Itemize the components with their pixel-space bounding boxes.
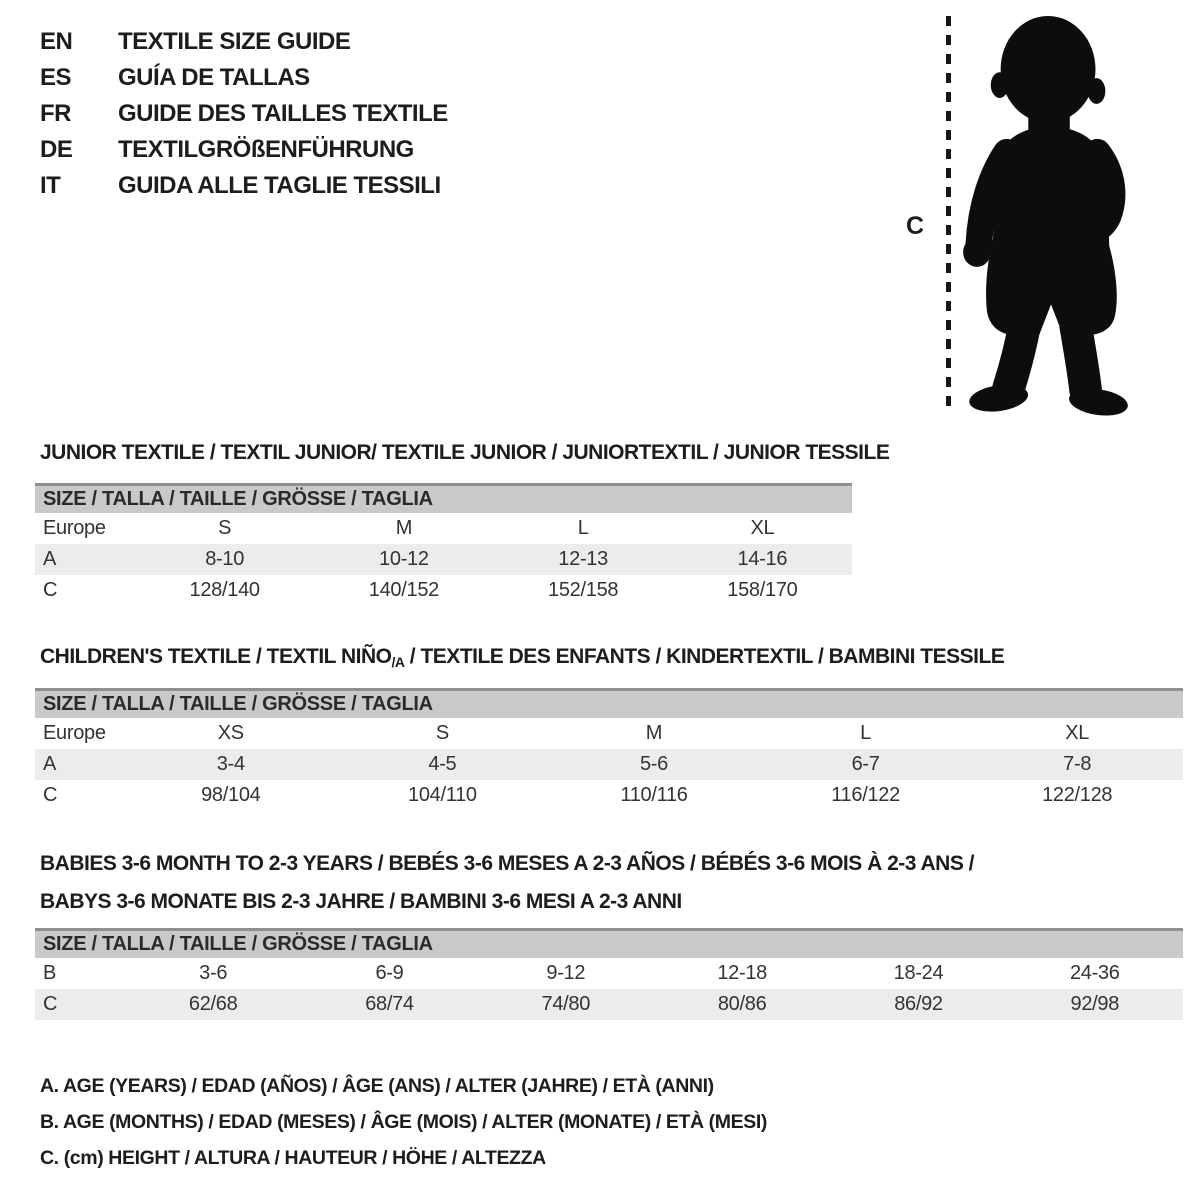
height-cell: 122/128 bbox=[1042, 784, 1113, 806]
title-line: BABIES 3-6 MONTH TO 2-3 YEARS / BEBÉS 3-6 MESES A 2-3 AÑOS / BÉBÉS 3-6 MOIS À 2-3 ANS / bbox=[40, 852, 975, 875]
junior-size-table bbox=[35, 483, 852, 606]
months-cell: 9-12 bbox=[546, 962, 586, 984]
toddler-silhouette-icon bbox=[958, 12, 1148, 417]
section-title-junior: JUNIOR TEXTILE / TEXTIL JUNIOR/ TEXTILE JUNIOR / JUNIORTEXTIL / JUNIOR TESSILE bbox=[40, 441, 890, 464]
height-cell: 152/158 bbox=[548, 579, 619, 601]
months-cell: 18-24 bbox=[893, 962, 944, 984]
age-cell: 3-4 bbox=[216, 753, 245, 775]
height-cell: 98/104 bbox=[201, 784, 261, 806]
age-cell: 4-5 bbox=[428, 753, 457, 775]
height-cell: 68/74 bbox=[365, 993, 414, 1015]
size-cell: S bbox=[218, 517, 232, 539]
size-cell: L bbox=[860, 722, 871, 744]
table-row-height bbox=[35, 575, 852, 606]
row-label: C bbox=[43, 579, 58, 601]
height-cell: 86/92 bbox=[894, 993, 943, 1015]
table-row-europe bbox=[35, 513, 852, 544]
height-cell: 80/86 bbox=[717, 993, 767, 1015]
guide-title: TEXTILE SIZE GUIDE bbox=[118, 28, 351, 55]
height-cell: 158/170 bbox=[727, 579, 798, 601]
row-label: Europe bbox=[43, 722, 106, 744]
age-cell: 7-8 bbox=[1063, 753, 1092, 775]
language-row-en bbox=[40, 24, 448, 60]
table-row-europe bbox=[35, 718, 1183, 749]
row-label: A bbox=[43, 753, 57, 775]
guide-title: GUIDE DES TAILLES TEXTILE bbox=[118, 100, 448, 127]
table-row-age bbox=[35, 544, 852, 575]
language-code: IT bbox=[40, 172, 61, 199]
size-cell: S bbox=[435, 722, 449, 744]
age-cell: 12-13 bbox=[558, 548, 608, 570]
height-label-c: C bbox=[906, 212, 925, 240]
age-cell: 8-10 bbox=[205, 548, 245, 570]
language-row-it bbox=[40, 168, 448, 204]
guide-title: GUIDA ALLE TAGLIE TESSILI bbox=[118, 172, 441, 199]
language-row-fr bbox=[40, 96, 448, 132]
row-label: Europe bbox=[43, 517, 106, 539]
size-cell: M bbox=[395, 517, 413, 539]
months-cell: 6-9 bbox=[375, 962, 404, 984]
size-cell: M bbox=[645, 722, 663, 744]
size-header-band: SIZE / TALLA / TAILLE / GRÖSSE / TAGLIA bbox=[35, 483, 852, 513]
children-size-table bbox=[35, 688, 1183, 811]
months-cell: 3-6 bbox=[199, 962, 228, 984]
title-line: BABYS 3-6 MONATE BIS 2-3 JAHRE / BAMBINI 3-6 MESI A 2-3 ANNI bbox=[40, 890, 682, 913]
row-label: C bbox=[43, 993, 58, 1015]
title-part: CHILDREN'S TEXTILE / TEXTIL NIÑO bbox=[40, 645, 392, 668]
language-code: DE bbox=[40, 136, 73, 163]
guide-title: TEXTILGRÖßENFÜHRUNG bbox=[118, 136, 414, 163]
section-title-babies bbox=[40, 845, 974, 921]
table-row-age bbox=[35, 749, 1183, 780]
size-cell: L bbox=[577, 517, 589, 539]
size-header-band: SIZE / TALLA / TAILLE / GRÖSSE / TAGLIA bbox=[35, 688, 1183, 718]
age-cell: 10-12 bbox=[379, 548, 429, 570]
babies-size-table bbox=[35, 928, 1183, 1020]
legend-line-a: A. AGE (YEARS) / EDAD (AÑOS) / ÂGE (ANS) / ALTER (JAHRE) / ETÀ (ANNI) bbox=[40, 1075, 714, 1097]
size-cell: XS bbox=[217, 722, 244, 744]
height-cell: 62/68 bbox=[188, 993, 238, 1015]
months-cell: 24-36 bbox=[1069, 962, 1120, 984]
legend-line-b: B. AGE (MONTHS) / EDAD (MESES) / ÂGE (MOIS) / ALTER (MONATE) / ETÀ (MESI) bbox=[40, 1111, 767, 1133]
section-title-children bbox=[40, 645, 1004, 670]
table-row-months bbox=[35, 958, 1183, 989]
height-cell: 92/98 bbox=[1070, 993, 1120, 1015]
language-title-list bbox=[40, 24, 448, 204]
table-row-height bbox=[35, 989, 1183, 1020]
size-cell: XL bbox=[750, 517, 775, 539]
height-cell: 74/80 bbox=[541, 993, 591, 1015]
language-row-de bbox=[40, 132, 448, 168]
title-subscript: /A bbox=[391, 654, 405, 670]
row-label: C bbox=[43, 784, 58, 806]
table-row-height bbox=[35, 780, 1183, 811]
size-cell: XL bbox=[1065, 722, 1090, 744]
age-cell: 5-6 bbox=[639, 753, 668, 775]
title-part: / TEXTILE DES ENFANTS / KINDERTEXTIL / BAMBINI TESSILE bbox=[404, 645, 1005, 668]
age-cell: 14-16 bbox=[737, 548, 788, 570]
guide-title: GUÍA DE TALLAS bbox=[118, 64, 310, 91]
months-cell: 12-18 bbox=[717, 962, 767, 984]
height-cell: 110/116 bbox=[620, 784, 688, 806]
height-cell: 140/152 bbox=[368, 579, 439, 601]
measurement-legend bbox=[40, 1068, 767, 1176]
row-label: B bbox=[43, 962, 57, 984]
language-row-es bbox=[40, 60, 448, 96]
height-cell: 104/110 bbox=[408, 784, 477, 806]
language-code: EN bbox=[40, 28, 73, 55]
row-label: A bbox=[43, 548, 57, 570]
language-code: ES bbox=[40, 64, 72, 91]
age-cell: 6-7 bbox=[851, 753, 880, 775]
height-cell: 116/122 bbox=[831, 784, 900, 806]
legend-line-c: C. (cm) HEIGHT / ALTURA / HAUTEUR / HÖHE / ALTEZZA bbox=[40, 1147, 546, 1169]
height-cell: 128/140 bbox=[189, 579, 260, 601]
height-measure-dashed-line bbox=[946, 16, 951, 414]
size-header-band: SIZE / TALLA / TAILLE / GRÖSSE / TAGLIA bbox=[35, 928, 1183, 958]
language-code: FR bbox=[40, 100, 71, 127]
